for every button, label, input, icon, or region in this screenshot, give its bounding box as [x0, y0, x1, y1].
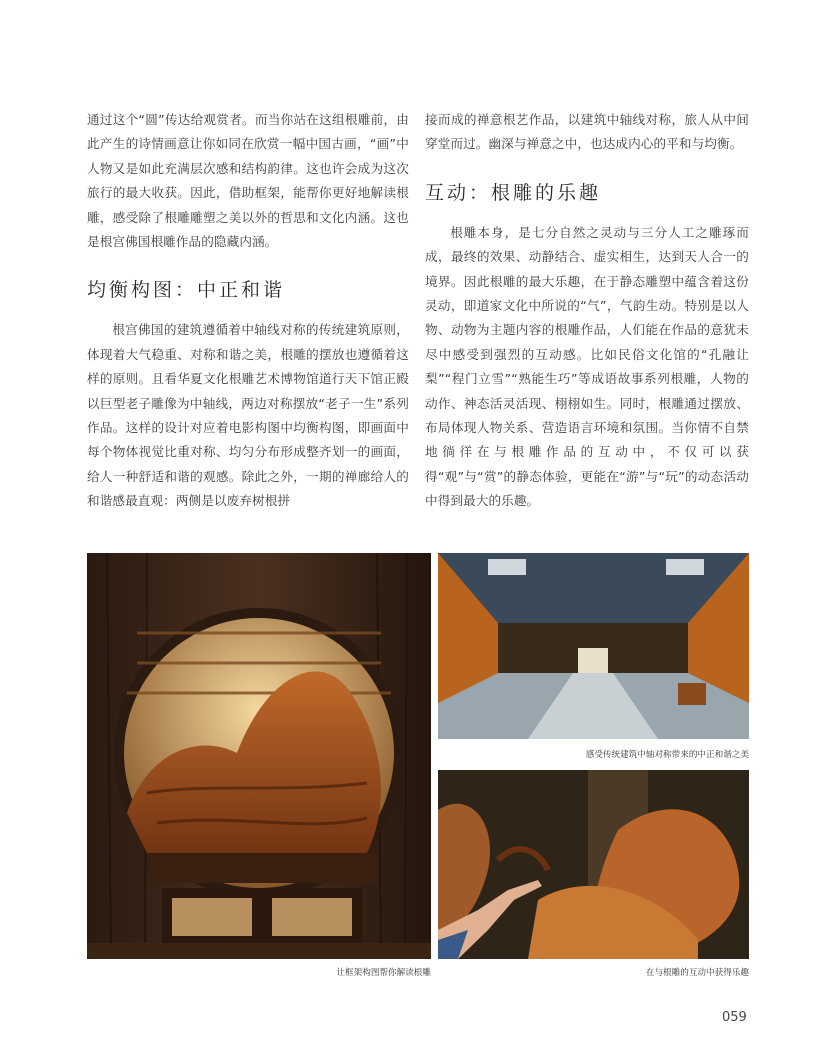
right-paragraph-2: 根雕本身，是七分自然之灵动与三分人工之雕琢而成，最终的效果、动静结合、虚实相生，达到天人合一的境界。因此根雕的最大乐趣，在于静态雕塑中蕴含着这份灵动，即道家文化中所说的“气”，气韵生动。特别是以人物、动物为主题内容的根雕作品，人们能在作品的意犹未尽中感受到强烈的互动感。比如民俗文化馆的“孔融让梨”“程门立雪”“熟能生巧”等成语故事系列根雕，人物的动作、神态活灵活现、栩栩如生。同时，根雕通过摆放、布局体现人物关系、营造语言环境和氛围。当你情不自禁地徜徉在与根雕作品的互动中，不仅可以获得“观”与“赏”的静态体验，更能在“游”与“玩”的动态活动中得到最大的乐趣。: [425, 224, 749, 509]
right-text-column: [425, 108, 749, 514]
caption-hall-photo: 感受传统建筑中轴对称带来的中正和谐之美: [585, 750, 749, 760]
section-heading-balance: 均衡构图：中正和谐: [87, 279, 286, 302]
left-paragraph-2: 根宫佛国的建筑遵循着中轴线对称的传统建筑原则，体现着大气稳重、对称和谐之美，根雕的摆放也遵循着这样的原则。且看华夏文化根雕艺术博物馆道行天下馆正殿以巨型老子雕像为中轴线，两边对称摆放“老子一生”系列作品。这样的设计对应着电影构图中均衡构图，即画面中每个物体视觉比重对称、均匀分布形成整齐划一的画面，给人一种舒适和谐的观感。除此之外，一期的禅廊给人的和谐感最直观：两侧是以废弃树根拼: [87, 322, 409, 509]
caption-hand-photo: 在与根雕的互动中获得乐趣: [645, 968, 749, 978]
photo-symmetric-hall: [438, 553, 749, 739]
right-paragraph-1: 接而成的禅意根艺作品，以建筑中轴线对称，旅人从中间穿堂而过。幽深与禅意之中，也达成内心的平和与均衡。: [425, 112, 749, 152]
left-text-column: [87, 108, 409, 514]
caption-left-photo: 让框架构图帮你解读根雕: [336, 968, 431, 978]
left-paragraph-1: 通过这个“圆”传达给观赏者。而当你站在这组根雕前，由此产生的诗情画意让你如同在欣赏一幅中国古画，“画”中人物又是如此充满层次感和结构韵律。这也许会成为这次旅行的最大收获。因此，借助框架，能帮你更好地解读根雕，感受除了根雕雕塑之美以外的哲思和文化内涵。这也是根宫佛国根雕作品的隐藏内涵。: [87, 112, 409, 250]
photo-hand-interaction: [438, 770, 749, 959]
photo-round-frame-carving: [87, 553, 431, 959]
page-number: 059: [722, 1010, 747, 1025]
section-heading-interaction: 互动：根雕的乐趣: [425, 181, 602, 204]
